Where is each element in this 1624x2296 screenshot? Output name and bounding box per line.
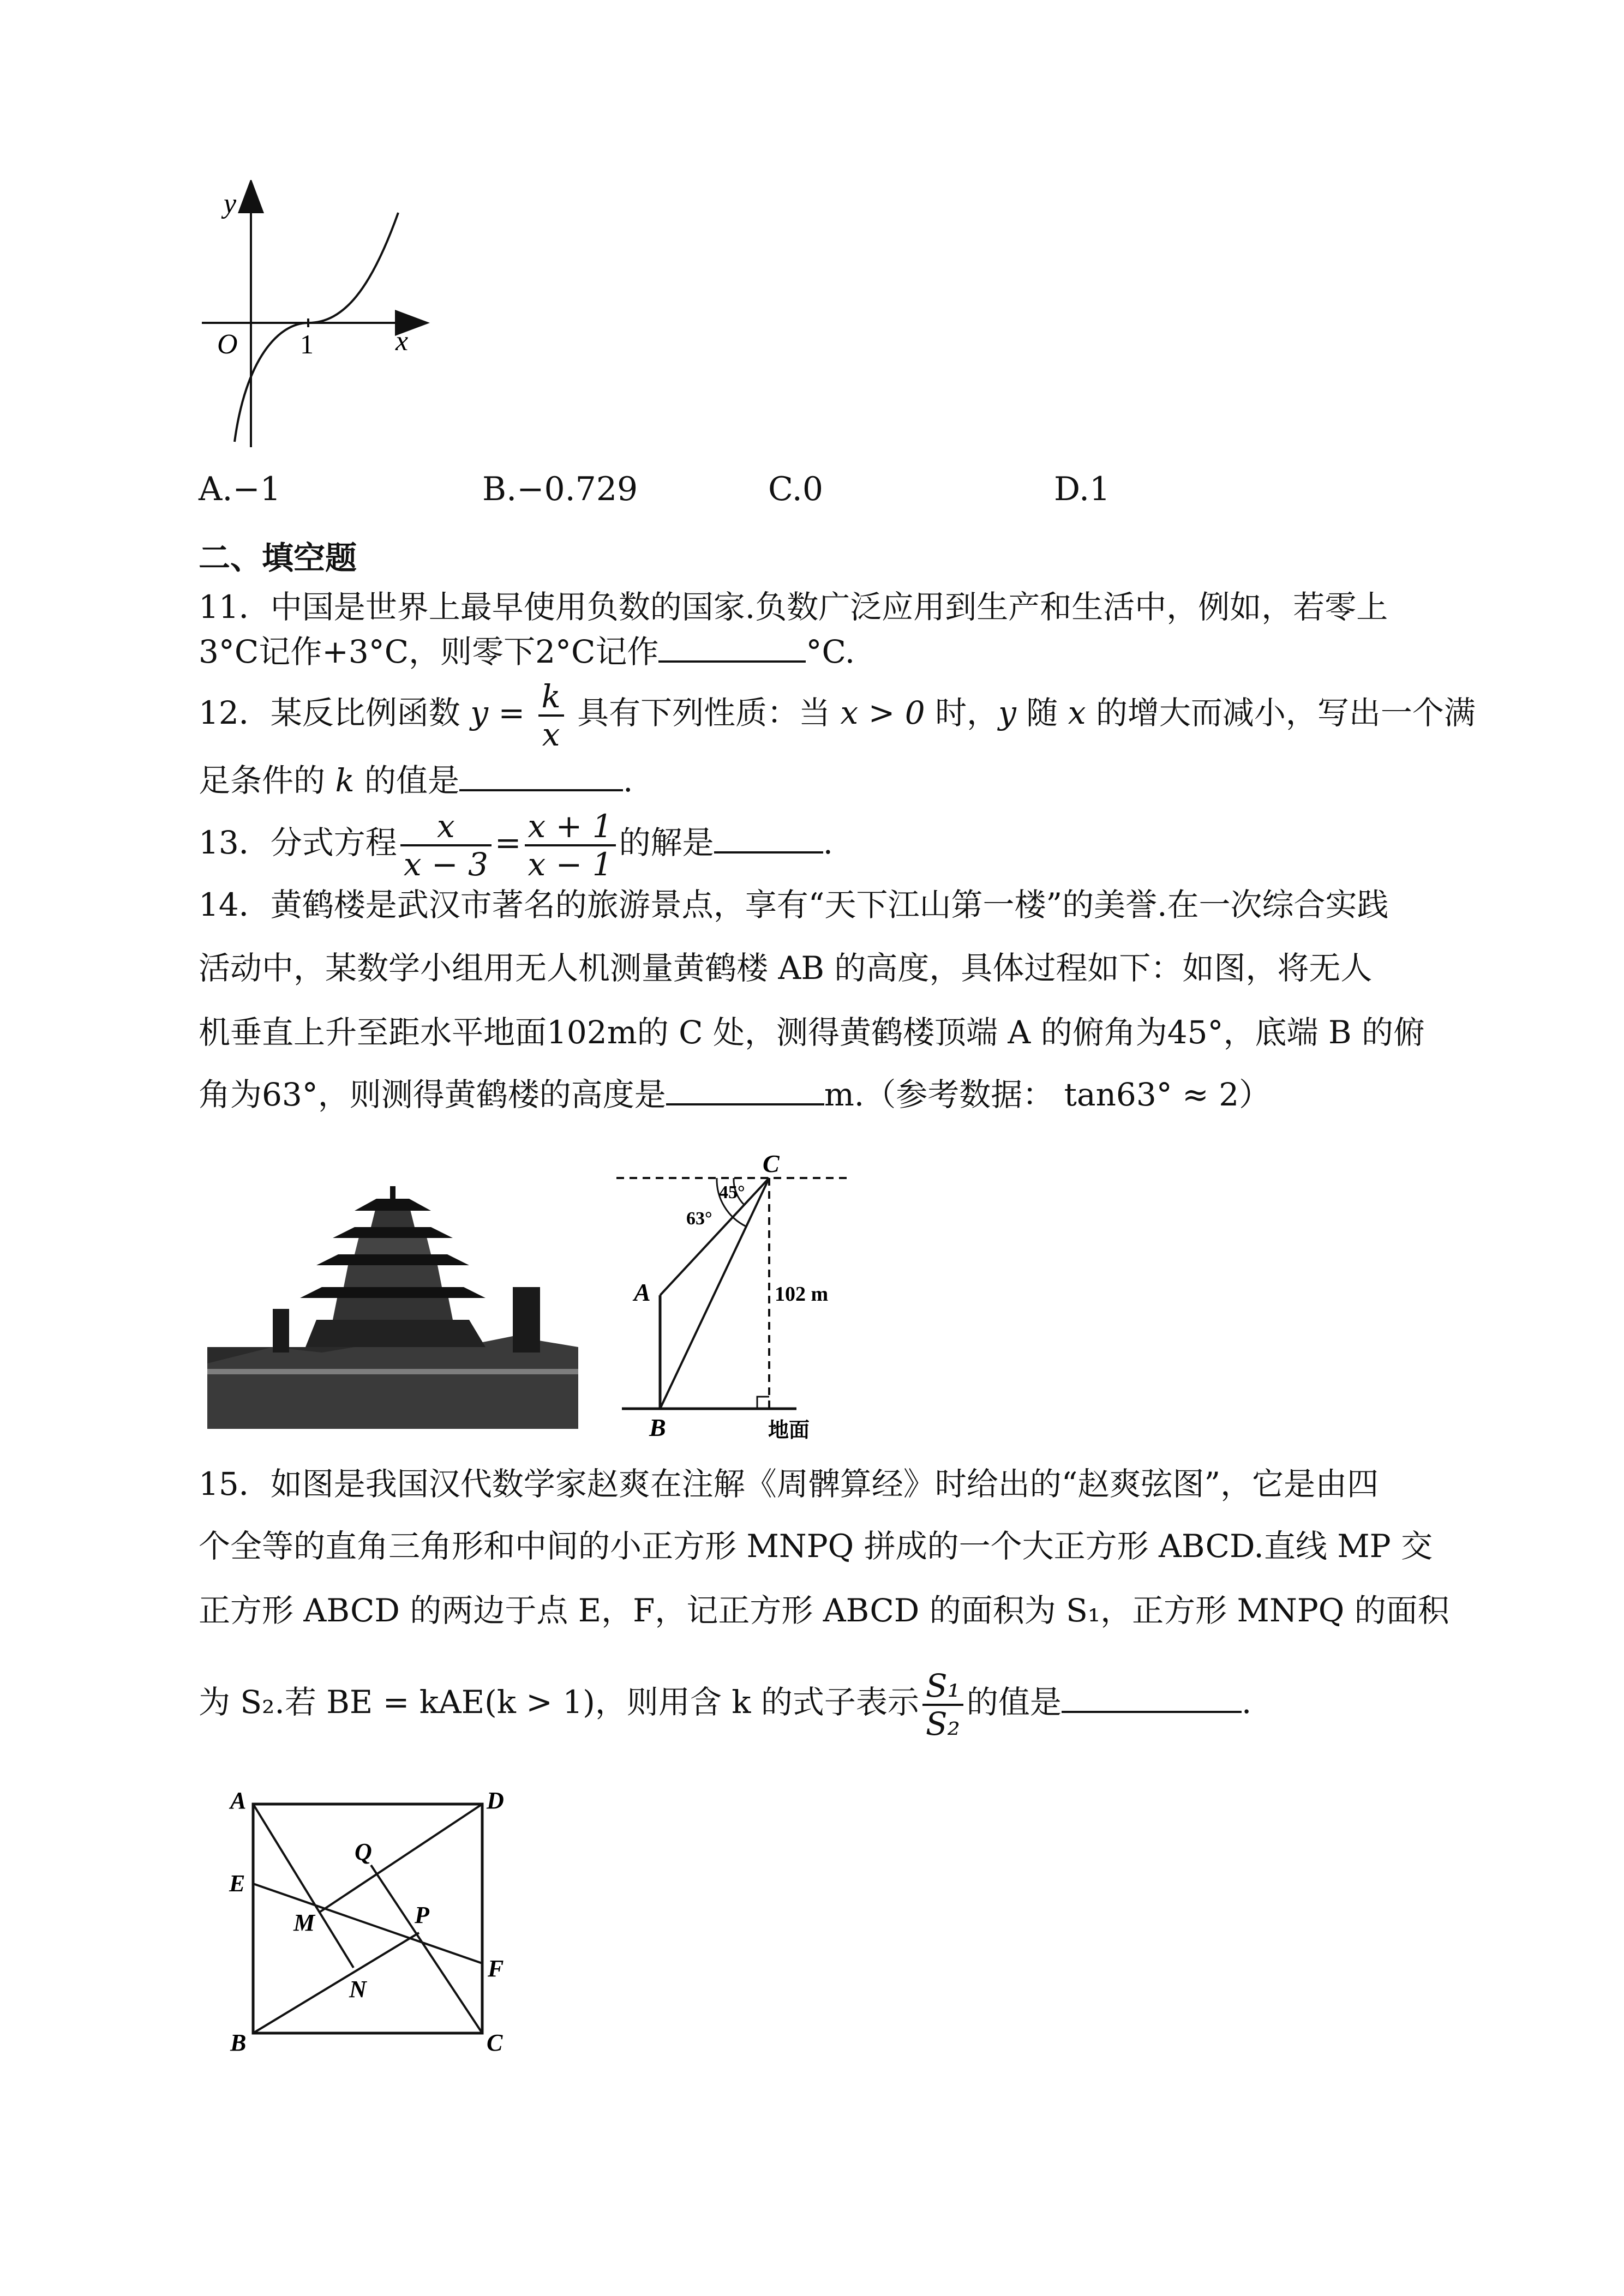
line-ca <box>660 1178 769 1295</box>
label-p: P <box>415 1902 429 1928</box>
q11-text-a: 3°C记作+3°C，则零下2°C记作 <box>199 633 659 670</box>
q13-denominator-left: x − 3 <box>403 845 488 883</box>
q15-denominator: S₂ <box>925 1705 960 1742</box>
q11-text-b: °C. <box>806 633 855 670</box>
q15-answer-blank[interactable] <box>1062 1684 1242 1713</box>
q15-line2: 个全等的直角三角形和中间的小正方形 MNPQ 拼成的一个大正方形 ABCD.直线 MP 交 <box>199 1528 1433 1565</box>
label-f: F <box>488 1955 504 1982</box>
q15-line3: 正方形 ABCD 的两边于点 E，F，记正方形 ABCD 的面积为 S₁，正方形 MNPQ 的面积 <box>199 1592 1449 1629</box>
q12-fraction <box>538 678 564 753</box>
q13-text-1: 13．分式方程 <box>199 824 397 861</box>
origin-label: O <box>217 329 238 360</box>
option-d: D.1 <box>1054 470 1111 508</box>
label-m: M <box>293 1909 315 1936</box>
q15-line1: 15．如图是我国汉代数学家赵爽在注解《周髀算经》时给出的“赵爽弦图”，它是由四 <box>199 1465 1379 1502</box>
q13-numerator-right: x + 1 <box>525 808 616 846</box>
q12-k2: k <box>335 762 355 799</box>
q13-numerator-left: x <box>400 808 492 846</box>
q12-answer-blank[interactable] <box>459 762 623 791</box>
cubic-curve <box>235 213 398 442</box>
zhao-shuang-diagram <box>218 1783 524 2078</box>
q14-line3: 机垂直上升至距水平地面102m的 C 处，测得黄鹤楼顶端 A 的俯角为45°，底端 B 的俯 <box>199 1014 1425 1051</box>
q12-text-7: 的值是 <box>354 762 460 799</box>
q12-text-2: 具有下列性质：当 <box>567 694 841 731</box>
ground-label: 地面 <box>768 1419 810 1442</box>
q13-end: . <box>823 824 834 861</box>
q14-line4 <box>199 1075 1271 1114</box>
q14-text-b: m.（参考数据： tan63° ≈ 2） <box>824 1076 1271 1113</box>
q13-denominator-right: x − 1 <box>528 845 613 883</box>
q15-text-b: 的值是 <box>966 1684 1062 1721</box>
y-axis-label: y <box>224 188 237 219</box>
segment-b-p <box>253 1933 419 2033</box>
q14-measurement-diagram <box>611 1148 862 1442</box>
label-a: A <box>230 1787 247 1814</box>
q12-y2: y <box>998 694 1016 731</box>
q15-text-a: 为 S₂.若 BE = kAE(k > 1)，则用含 k 的式子表示 <box>199 1684 919 1721</box>
segment-d-m <box>320 1804 482 1912</box>
option-b: B.−0.729 <box>482 470 638 508</box>
label-a: A <box>634 1278 651 1306</box>
q14-line2: 活动中，某数学小组用无人机测量黄鹤楼 AB 的高度，具体过程如下：如图，将无人 <box>199 949 1373 987</box>
q14-text-a: 角为63°，则测得黄鹤楼的高度是 <box>199 1076 666 1113</box>
label-e: E <box>229 1870 245 1897</box>
q14-line1: 14．黄鹤楼是武汉市著名的旅游景点，享有“天下江山第一楼”的美誉.在一次综合实践 <box>199 886 1389 923</box>
q12-text-3: 时， <box>925 694 999 731</box>
q13-text-2: 的解是 <box>619 824 714 861</box>
q12-numerator: k <box>538 678 564 717</box>
q12-end: . <box>623 762 633 799</box>
q15-end: . <box>1241 1684 1252 1721</box>
q12-y: y <box>470 694 489 731</box>
tick-label-1: 1 <box>300 329 314 359</box>
label-c: C <box>487 2029 503 2056</box>
q13-eq: = <box>494 824 522 861</box>
q12-condition: x > 0 <box>840 694 925 731</box>
q12-eq: = <box>488 694 535 731</box>
q15-fraction <box>922 1668 963 1742</box>
q13-fraction-right <box>525 808 616 882</box>
label-q: Q <box>355 1838 372 1865</box>
section-title: 二、填空题 <box>199 539 357 576</box>
q12-text-4: 随 <box>1016 694 1068 731</box>
x-axis-label: x <box>395 326 409 357</box>
q15-line4 <box>199 1661 1251 1743</box>
label-b: B <box>649 1414 666 1441</box>
q12-denominator: x <box>542 716 560 753</box>
line-e-f <box>253 1884 482 1963</box>
q12-text-5: 的增大而减小，写出一个满 <box>1086 694 1476 731</box>
cubic-graph <box>191 180 442 453</box>
q12-text-6: 足条件的 <box>199 762 335 799</box>
q12-x2: x <box>1068 694 1086 731</box>
label-c: C <box>763 1150 780 1177</box>
q12-line2 <box>199 761 633 800</box>
q13-answer-blank[interactable] <box>714 824 823 854</box>
yellow-crane-tower-illustration <box>207 1183 578 1434</box>
q12-text-1: 12．某反比例函数 <box>199 694 471 731</box>
q11-line2 <box>199 633 855 671</box>
q11-line1: 11．中国是世界上最早使用负数的国家.负数广泛应用到生产和生活中，例如，若零上 <box>199 588 1388 626</box>
angle-63-label: 63° <box>686 1209 712 1229</box>
label-n: N <box>349 1976 367 2003</box>
q13-line <box>199 802 833 883</box>
label-d: D <box>487 1787 504 1814</box>
q12-line1 <box>199 672 1476 754</box>
height-label: 102 m <box>775 1283 829 1306</box>
option-a: A.−1 <box>199 470 281 508</box>
label-b: B <box>230 2029 247 2056</box>
option-c: C.0 <box>768 470 824 508</box>
angle-45-label: 45° <box>719 1182 745 1203</box>
line-cb <box>660 1178 769 1409</box>
q15-numerator: S₁ <box>922 1668 963 1706</box>
q13-fraction-left <box>400 808 492 882</box>
q11-answer-blank[interactable] <box>658 633 806 663</box>
q14-answer-blank[interactable] <box>666 1076 824 1105</box>
